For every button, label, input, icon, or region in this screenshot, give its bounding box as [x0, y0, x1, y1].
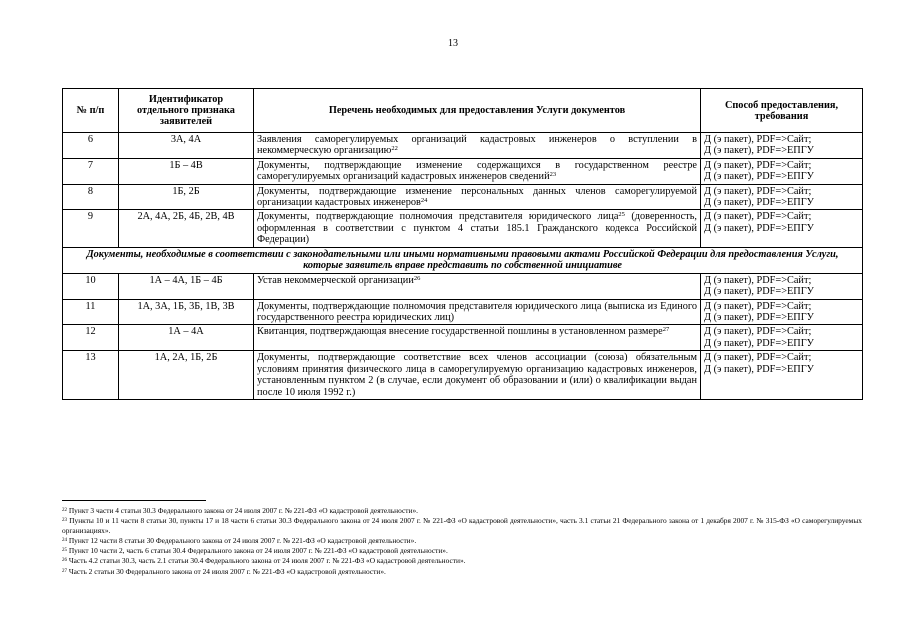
footnote-number: 23	[62, 518, 67, 524]
row-number: 9	[63, 210, 119, 247]
header-number: № п/п	[63, 89, 119, 133]
footnote	[62, 567, 862, 577]
row-document-text: Устав некоммерческой организации	[257, 274, 414, 286]
footnote	[62, 506, 862, 516]
row-number: 8	[63, 184, 119, 210]
method-epgu: Д (э пакет), PDF=>ЕПГУ	[704, 337, 814, 349]
footnote-separator	[62, 500, 206, 501]
section-heading: Документы, необходимые в соответствии с законодательными или иными нормативными правовыми актами Российской Федерации для предоставления Услуги, которые заявитель вправе представить по собственной инициативе	[63, 247, 863, 273]
footnote-text: Часть 4.2 статьи 30.3, часть 2.1 статьи 30.4 Федерального закона от 24 июля 2007 г. № 221-ФЗ «О кадастровой деятельности».	[67, 556, 466, 566]
method-site: Д (э пакет), PDF=>Сайт;	[704, 159, 812, 171]
footnote-number: 26	[62, 558, 67, 564]
footnote-ref: 27	[662, 326, 670, 334]
row-number: 11	[63, 299, 119, 325]
header-identifier: Идентификатор отдельного признака заявителей	[119, 89, 254, 133]
row-document-text: Квитанция, подтверждающая внесение государственной пошлины в установленном размере	[257, 326, 663, 338]
row-document	[254, 273, 701, 299]
row-method	[701, 184, 863, 210]
table-row	[63, 273, 863, 299]
row-document	[254, 184, 701, 210]
method-site: Д (э пакет), PDF=>Сайт;	[704, 300, 812, 312]
page-number: 13	[448, 38, 458, 49]
row-method	[701, 325, 863, 351]
row-identifier: 2А, 4А, 2Б, 4Б, 2В, 4В	[119, 210, 254, 247]
row-document	[254, 158, 701, 184]
row-method	[701, 299, 863, 325]
row-identifier: 1Б – 4В	[119, 158, 254, 184]
row-method	[701, 273, 863, 299]
row-number: 6	[63, 133, 119, 159]
footnote-ref: 22	[391, 145, 398, 153]
row-document-text: Документы, подтверждающие полномочия представителя юридического лица	[257, 211, 619, 223]
footnote-text: Пункт 12 части 8 статьи 30 Федерального закона от 24 июля 2007 г. № 221-ФЗ «О кадастровой деятельности».	[67, 536, 417, 546]
row-document	[254, 210, 701, 247]
header-documents-list: Перечень необходимых для предоставления Услуги документов	[254, 89, 701, 133]
row-method	[701, 158, 863, 184]
footnote	[62, 516, 862, 536]
footnote-number: 22	[62, 508, 67, 513]
row-document-text: Документы, подтверждающие изменение персональных данных членов саморегулируемой организации кадастровых инженеров	[257, 185, 697, 209]
row-document-text: Заявления саморегулируемых организаций кадастровых инженеров о вступлении в некоммерческую организацию	[257, 134, 697, 157]
method-site: Д (э пакет), PDF=>Сайт;	[704, 185, 812, 197]
method-epgu: Д (э пакет), PDF=>ЕПГУ	[704, 363, 814, 375]
row-identifier: 1А, 3А, 1Б, 3Б, 1В, 3В	[119, 299, 254, 325]
footnote-ref: 24	[420, 197, 428, 205]
documents-table	[62, 88, 863, 400]
header-method: Способ предоставления, требования	[701, 89, 863, 133]
row-identifier: 1А, 2А, 1Б, 2Б	[119, 351, 254, 400]
method-epgu: Д (э пакет), PDF=>ЕПГУ	[704, 286, 814, 298]
table-header-row	[63, 89, 863, 133]
footnote-text: Часть 2 статьи 30 Федерального закона от 24 июля 2007 г. № 221-ФЗ «О кадастровой деятельности».	[67, 566, 386, 576]
method-site: Д (э пакет), PDF=>Сайт;	[704, 211, 812, 223]
footnote-number: 25	[62, 548, 67, 554]
footnote-number: 27	[62, 568, 67, 574]
row-identifier: 1А – 4А, 1Б – 4Б	[119, 273, 254, 299]
row-document-text: Документы, подтверждающие изменение содержащихся в государственном реестре саморегулируемых организаций кадастровых инженеров сведений	[257, 159, 697, 183]
row-document-text-continued: (доверенность, оформленная в соответствии с пунктом 4 статьи 185.1 Гражданского кодекса Российской Федерации)	[257, 211, 697, 246]
row-document	[254, 325, 701, 351]
section-heading-row	[63, 247, 863, 273]
row-document	[254, 351, 701, 400]
table-row	[63, 158, 863, 184]
method-site: Д (э пакет), PDF=>Сайт;	[704, 352, 812, 364]
row-document-text: Документы, подтверждающие полномочия представителя юридического лица (выписка из Единого государственного реестра юридических лиц)	[257, 300, 697, 324]
method-epgu: Д (э пакет), PDF=>ЕПГУ	[704, 312, 814, 324]
method-site: Д (э пакет), PDF=>Сайт;	[704, 274, 812, 286]
table-row	[63, 351, 863, 400]
row-number: 10	[63, 273, 119, 299]
row-document-text: Документы, подтверждающие соответствие всех членов ассоциации (союза) обязательным условиям принятия физического лица в саморегулируемую организацию кадастровых инженеров, установленным пунктом 2 (в случае, если документ об образовании и (или) о квалификации выдан после 10 июля 1992 г.)	[257, 352, 697, 398]
table-row	[63, 133, 863, 159]
row-method	[701, 351, 863, 400]
row-method	[701, 210, 863, 247]
method-epgu: Д (э пакет), PDF=>ЕПГУ	[704, 222, 814, 234]
method-site: Д (э пакет), PDF=>Сайт;	[704, 326, 812, 338]
method-epgu: Д (э пакет), PDF=>ЕПГУ	[704, 197, 814, 209]
footnote-text: Пункт 3 части 4 статьи 30.3 Федерального закона от 24 июля 2007 г. № 221-ФЗ «О кадастровой деятельности».	[67, 506, 419, 515]
footnote-ref: 26	[413, 274, 421, 282]
method-epgu: Д (э пакет), PDF=>ЕПГУ	[704, 145, 814, 157]
footnote-ref: 23	[549, 171, 557, 179]
table-row	[63, 325, 863, 351]
footnote	[62, 546, 862, 556]
footnote-number: 24	[62, 538, 67, 544]
footnote-text: Пункты 10 и 11 части 8 статьи 30, пункты 17 и 18 части 6 статьи 30.3 Федерального закона от 24 июля 2007 г. № 221-ФЗ «О кадастровой деятельности», часть 3.1 статьи 21 Федерального закона от 1 декабря 2007 г. № 315-ФЗ «О саморегулируемых организациях».	[62, 516, 862, 536]
row-identifier: 1А – 4А	[119, 325, 254, 351]
row-document	[254, 133, 701, 159]
footnotes	[62, 506, 862, 577]
table-row	[63, 299, 863, 325]
table-row	[63, 210, 863, 247]
row-number: 7	[63, 158, 119, 184]
row-document	[254, 299, 701, 325]
row-number: 12	[63, 325, 119, 351]
row-method	[701, 133, 863, 159]
method-epgu: Д (э пакет), PDF=>ЕПГУ	[704, 171, 814, 183]
footnote-text: Пункт 10 части 2, часть 6 статьи 30.4 Федерального закона от 24 июля 2007 г. № 221-ФЗ «О кадастровой деятельности».	[67, 546, 448, 556]
table-row	[63, 184, 863, 210]
footnote	[62, 536, 862, 546]
footnote	[62, 556, 862, 566]
row-number: 13	[63, 351, 119, 400]
footnote-ref: 25	[618, 211, 625, 219]
row-identifier: 3А, 4А	[119, 133, 254, 159]
method-site: Д (э пакет), PDF=>Сайт;	[704, 134, 812, 145]
row-identifier: 1Б, 2Б	[119, 184, 254, 210]
